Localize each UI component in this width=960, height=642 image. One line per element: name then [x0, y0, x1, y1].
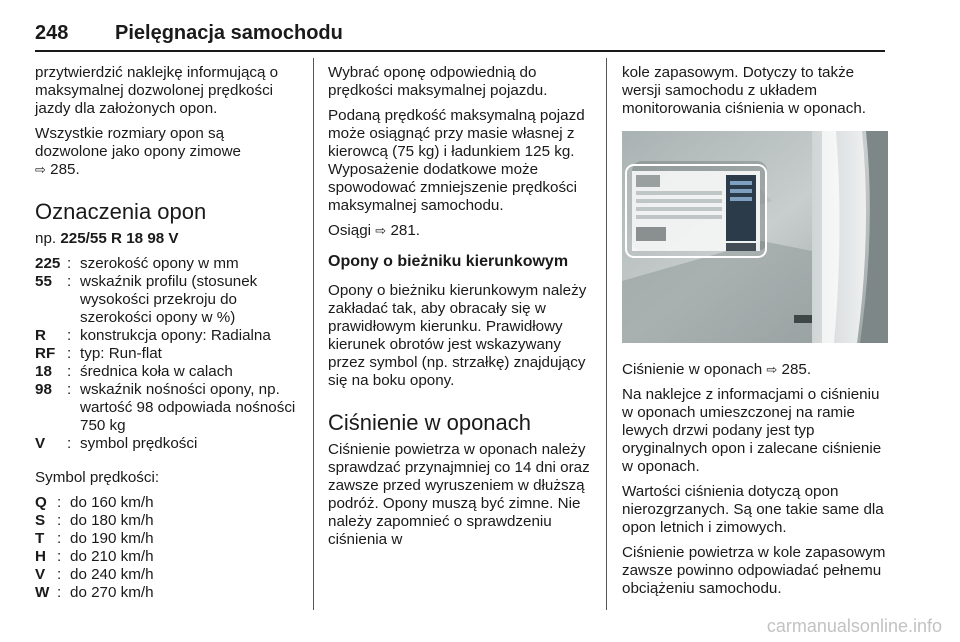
definition-separator: : [67, 327, 72, 344]
page-title: Pielęgnacja samochodu [115, 22, 343, 44]
definition-term: 55 [35, 273, 52, 290]
definition-separator: : [67, 273, 72, 290]
definition-row [35, 327, 300, 345]
definition-separator: : [57, 566, 62, 583]
page-reference[interactable]: 285. [50, 161, 80, 178]
definition-row [35, 512, 300, 530]
definition-row [35, 363, 300, 381]
definition-row [35, 566, 300, 584]
definition-separator: : [57, 530, 62, 547]
definition-term: V [35, 566, 46, 583]
speed-symbol-label: Symbol prędkości: [35, 469, 160, 486]
definition-description: do 210 km/h [70, 548, 154, 565]
column-1 [35, 64, 300, 609]
door-frame-illustration [622, 131, 888, 343]
definition-separator: : [57, 584, 62, 601]
header-rule [35, 50, 885, 52]
definition-term: T [35, 530, 45, 547]
speed-symbol-list [35, 494, 300, 602]
column-divider-1 [313, 58, 314, 610]
definition-description: do 180 km/h [70, 512, 154, 529]
page-reference[interactable]: 285. [781, 361, 812, 378]
paragraph: Opony o bieżniku kierunkowym należy zakładać tak, aby obracały się w prawidłowym kierunku. Prawidłowy kierunek obrotów jest wskazywany przez symbol (np. strzałkę) znajdujący się na boku opony. [328, 282, 587, 389]
definition-row [35, 584, 300, 602]
definition-separator: : [57, 512, 62, 529]
definition-term: Q [35, 494, 47, 511]
column-divider-2 [606, 58, 607, 610]
paragraph: Podaną prędkość maksymalną pojazd może osiągnąć przy masie własnej z kierowcą (75 kg) i ładunkiem 125 kg. Wyposażenie dodatkowe może spowodować zmniejszenie prędkości maksymalnej samochodu. [328, 107, 585, 214]
tire-pressure-label-photo [622, 131, 888, 343]
definition-term: W [35, 584, 50, 601]
definition-description: do 240 km/h [70, 566, 154, 583]
paragraph: Ciśnienie powietrza w oponach należy sprawdzać przynajmniej co 14 dni oraz zawsze przed wyruszeniem w dłuższą podróż. Opony muszą być zimne. Nie należy zapomnieć o sprawdzeniu ciśnienia w [328, 441, 590, 548]
definition-separator: : [67, 435, 72, 452]
paragraph: Ciśnienie w oponach ⇨ 285. [622, 361, 812, 378]
page-number: 248 [35, 22, 69, 44]
watermark: carmanualsonline.info [766, 616, 942, 636]
definition-term: H [35, 548, 46, 565]
definition-separator: : [67, 363, 72, 380]
definition-description: typ: Run-flat [80, 345, 162, 362]
paragraph: przytwierdzić naklejkę informującą o maksymalnej dozwolonej prędkości jazdy dla założonych opon. [35, 64, 279, 117]
paragraph: Ciśnienie powietrza w kole zapasowym zawsze powinno odpowiadać pełnemu obciążeniu samochodu. [622, 544, 886, 597]
paragraph: kole zapasowym. Dotyczy to także wersji samochodu z układem monitorowania ciśnienia w oponach. [622, 64, 866, 117]
column-2 [328, 64, 598, 556]
definition-term: 18 [35, 363, 52, 380]
definition-row [35, 530, 300, 548]
column-3 [622, 64, 890, 605]
definition-row [35, 273, 300, 327]
definition-row [35, 255, 300, 273]
definition-description: konstrukcja opony: Radialna [80, 327, 271, 344]
definition-description: do 160 km/h [70, 494, 154, 511]
definition-row [35, 345, 300, 363]
section-heading: Ciśnienie w oponach [328, 410, 532, 435]
reference-arrow-icon: ⇨ [375, 223, 387, 238]
tire-code-definitions [35, 255, 300, 453]
definition-description: wskaźnik nośności opony, np. wartość 98 odpowiada nośności 750 kg [80, 381, 296, 434]
definition-term: RF [35, 345, 56, 362]
definition-row [35, 435, 300, 453]
paragraph: Na naklejce z informacjami o ciśnieniu w oponach umieszczonej na ramie lewych drzwi podany jest typ oryginalnych opon i zalecane ciśnienie w oponach. [622, 386, 882, 475]
definition-description: do 190 km/h [70, 530, 154, 547]
paragraph: Wartości ciśnienia dotyczą opon nierozgrzanych. Są one takie same dla opon letnich i zimowych. [622, 483, 884, 536]
reference-arrow-icon: ⇨ [766, 362, 778, 377]
definition-separator: : [67, 381, 72, 398]
paragraph: Wszystkie rozmiary opon są dozwolone jako opony zimowe ⇨ 285. [35, 125, 241, 178]
definition-term: R [35, 327, 46, 344]
definition-term: S [35, 512, 46, 529]
section-heading: Oznaczenia opon [35, 199, 207, 224]
definition-row [35, 381, 300, 435]
definition-separator: : [67, 345, 72, 362]
page-reference[interactable]: 281. [390, 222, 420, 239]
page-header [35, 22, 885, 52]
subsection-heading: Opony o bieżniku kierunkowym [328, 253, 569, 270]
definition-description: symbol prędkości [80, 435, 198, 452]
definition-row [35, 548, 300, 566]
definition-separator: : [57, 494, 62, 511]
definition-separator: : [67, 255, 72, 272]
paragraph: Osiągi ⇨ 281. [328, 222, 420, 239]
tire-example: np. 225/55 R 18 98 V [35, 230, 179, 247]
definition-term: 225 [35, 255, 61, 272]
definition-description: średnica koła w calach [80, 363, 233, 380]
reference-arrow-icon: ⇨ [35, 162, 46, 177]
definition-separator: : [57, 548, 62, 565]
paragraph: Wybrać oponę odpowiednią do prędkości maksymalnej pojazdu. [328, 64, 548, 99]
definition-description: szerokość opony w mm [80, 255, 239, 272]
definition-term: 98 [35, 381, 52, 398]
definition-description: wskaźnik profilu (stosunek wysokości przekroju do szerokości opony w %) [80, 273, 258, 326]
definition-term: V [35, 435, 46, 452]
definition-description: do 270 km/h [70, 584, 154, 601]
definition-row [35, 494, 300, 512]
